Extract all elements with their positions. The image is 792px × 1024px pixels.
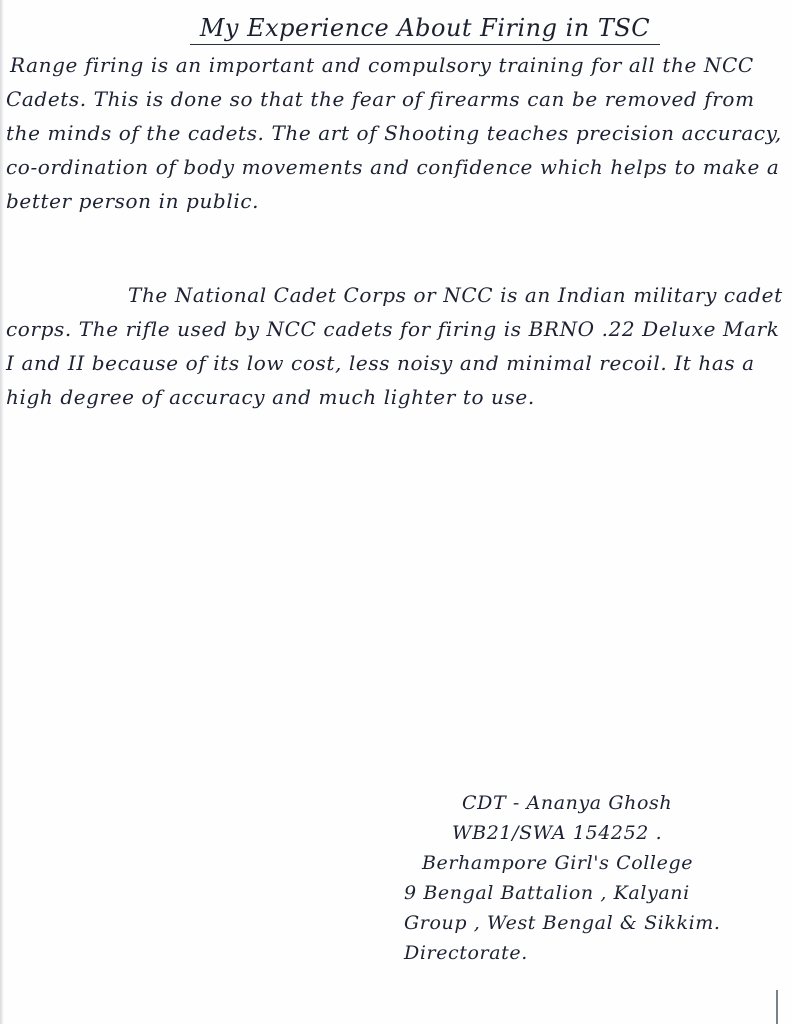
paragraph-range-firing xyxy=(6,48,786,218)
registration-number: WB21/SWA 154252 . xyxy=(452,822,663,844)
unit-line-2: Group , West Bengal & Sikkim. xyxy=(404,912,721,934)
unit-line-1: 9 Bengal Battalion , Kalyani xyxy=(404,882,690,904)
page-title: My Experience About Firing in TSC xyxy=(199,14,651,42)
paragraph-text: The National Cadet Corps or NCC is an Indian military cadet corps. The rifle used by NCC cadets for firing is BRNO .22 Deluxe Mark I and II because of its low cost, less noisy and minimal recoil. It has a high degree of accuracy and much lighter to use. xyxy=(6,283,783,409)
page-shadow xyxy=(0,0,4,1024)
title-underline xyxy=(190,44,660,45)
cadet-name: CDT - Ananya Ghosh xyxy=(462,792,673,814)
paragraph-ncc-rifle xyxy=(6,278,786,414)
college-name: Berhampore Girl's College xyxy=(422,852,694,874)
page-edge-mark xyxy=(776,990,778,1024)
signature-block xyxy=(400,788,790,968)
unit-line-3: Directorate. xyxy=(404,942,528,964)
paragraph-text: Range firing is an important and compulsory training for all the NCC Cadets. This is done so that the fear of firearms can be removed from the minds of the cadets. The art of Shooting teaches precision accuracy, co-ordination of body movements and confidence which helps to make a better person in public. xyxy=(6,53,782,213)
